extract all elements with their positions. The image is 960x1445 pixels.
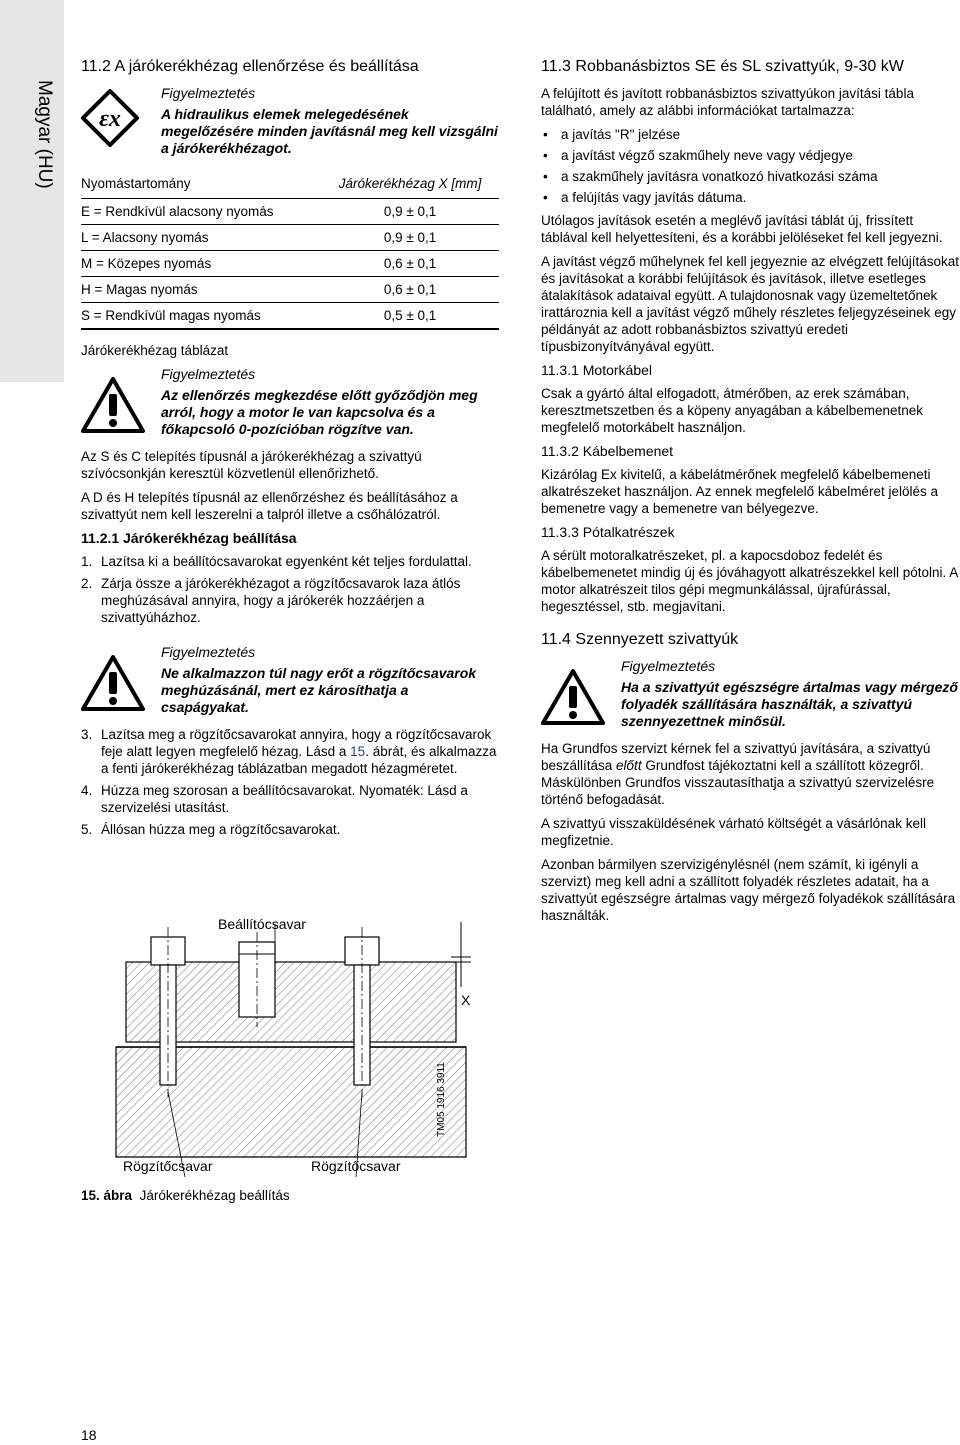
list-item: • a szakműhely javításra vonatkozó hivatkozási száma (541, 168, 960, 185)
paragraph: Az S és C telepítés típusnál a járókerékhézag a szivattyú szívócsonkján keresztül közvetlenül ellenőrizhető. (81, 449, 422, 481)
paragraph: A felújított és javított robbanásbiztos szivattyúkon javítási tábla található, amely az alábbi információkat tartalmazza: (541, 86, 914, 118)
ex-explosion-protection-icon (81, 89, 139, 147)
subsection-heading-11-3-2: 11.3.2 Kábelbemenet (541, 443, 674, 459)
figure-caption-number: 15. ábra (81, 1188, 133, 1203)
paragraph: A javítást végző műhelynek fel kell jegyeznie az elvégzett felújításokat és javításokat a korábbi felújítások és javítások, illetve esetleges átalakítások adataival együtt. A tulajdonosnak vagy üzemeltetőnek irattároznia kell a javítást végző műhely részletes feljegyzéseinek egy példányát az adott robbanásbiztos szivattyú eredeti típusbizonyítványával együtt. (541, 254, 959, 354)
warning-contaminated (541, 658, 960, 730)
step-number: 5. (81, 822, 93, 837)
table-cell: L = Alacsony nyomás (81, 225, 321, 251)
table-row (81, 303, 499, 330)
figure-15 (81, 912, 521, 1202)
table-row (81, 277, 499, 303)
warning-body: Az ellenőrzés megkezdése előtt győződjön meg arról, hogy a motor le van kapcsolva és a főkapcsoló 0-pozícióban rögzítve van. (161, 387, 478, 437)
paragraph: Azonban bármilyen szervizigénylésnél (nem számít, ki igényli a szervizt) meg kell adni a szállított folyadék részletes adatait, ha a szivattyút egészségre ártalmas vagy mérgező folyadékok szállítására használták. (541, 857, 956, 923)
warning-body: Ne alkalmazzon túl nagy erőt a rögzítőcsavarok meghúzásánál, mert ez károsíthatja a csapágyakat. (161, 665, 477, 715)
table-cell: H = Magas nyomás (81, 277, 321, 303)
impeller-gap-table (81, 169, 499, 330)
subsection-heading-11-2-1: 11.2.1 Járókerékhézag beállítása (81, 530, 297, 546)
warning-title: Figyelmeztetés (621, 658, 716, 674)
table-header-gap: Járókerékhézag X [mm] (321, 169, 499, 199)
step-text: Lazítsa ki a beállítócsavarokat egyenként két teljes fordulattal. (101, 554, 472, 569)
step-number: 3. (81, 727, 93, 742)
warning-body: Ha a szivattyút egészségre ártalmas vagy mérgező folyadék szállítására használták, a szivattyú szennyezettnek minősül. (621, 679, 958, 729)
table-cell: M = Közepes nyomás (81, 251, 321, 277)
table-cell: S = Rendkívül magas nyomás (81, 303, 321, 330)
step-list (81, 726, 499, 838)
bullet-list (541, 126, 960, 206)
table-caption: Járókerékhézag táblázat (81, 343, 229, 358)
text-run: Ha Grundfos szervizt kérnek fel a szivattyú javítására, a szivattyú beszállítása (541, 741, 931, 773)
warning-ex (81, 85, 499, 157)
step-text: Húzza meg szorosan a beállítócsavarokat. Nyomaték: Lásd a szervizelési utasítást. (101, 783, 468, 815)
svg-text:εx: εx (99, 106, 121, 132)
figure-reference-link[interactable]: 15 (350, 744, 366, 759)
step-number: 4. (81, 783, 93, 798)
step-text: Állósan húzza meg a rögzítőcsavarokat. (101, 822, 341, 837)
paragraph: Csak a gyártó által elfogadott, átmérőben, az erek számában, keresztmetszetben és a köpeny anyagában a kábelbemenetnek megfelelő motorkábelt használjon. (541, 386, 924, 435)
warning-motor (81, 366, 499, 438)
label-fixing-screw-left: Rögzítőcsavar (123, 1158, 213, 1174)
label-fixing-screw-right: Rögzítőcsavar (311, 1158, 401, 1174)
paragraph (541, 740, 960, 808)
paragraph: Utólagos javítások esetén a meglévő javítási táblát új, frissített táblával kell helyettesíteni, és a korábbi jelöléseket fel kell jegyezni. (541, 213, 943, 245)
step-text: Zárja össze a járókerékhézagot a rögzítőcsavarok laza átlós meghúzásával annyira, hogy a járókerék hozzáérjen a szivattyúházhoz. (101, 576, 461, 625)
warning-title: Figyelmeztetés (161, 85, 256, 101)
subsection-heading-11-3-1: 11.3.1 Motorkábel (541, 362, 653, 378)
list-item (81, 575, 499, 626)
warning-title: Figyelmeztetés (161, 366, 256, 382)
step-number: 1. (81, 554, 93, 569)
list-item (81, 553, 499, 570)
paragraph: A sérült motoralkatrészeket, pl. a kapocsdoboz fedelét és kábelbemenetet mindig új és jóváhagyott alkatrészekkel kell pótolni. A motor alkatrészeit tilos gépi megmunkálással, újrafúrással, hegesztéssel, stb. megjavítani. (541, 548, 958, 614)
list-item: • a javítás "R" jelzése (541, 126, 960, 143)
section-heading-11-4: 11.4 Szennyezett szivattyúk (541, 631, 739, 648)
warning-triangle-icon (541, 668, 605, 726)
list-item (81, 726, 499, 777)
label-gap-x: X (461, 992, 471, 1008)
figure-caption-text: Járókerékhézag beállítás (139, 1188, 290, 1203)
figure-caption (81, 1188, 290, 1203)
table-row (81, 225, 499, 251)
label-adjusting-screw: Beállítócsavar (218, 916, 306, 932)
table-cell: E = Rendkívül alacsony nyomás (81, 199, 321, 225)
language-tab-label: Magyar (HU) (34, 80, 55, 189)
section-heading-11-3: 11.3 Robbanásbiztos SE és SL szivattyúk, 9-30 kW (541, 58, 904, 75)
warning-title: Figyelmeztetés (161, 644, 256, 660)
list-item (81, 821, 499, 838)
list-item (81, 782, 499, 816)
subsection-heading-11-3-3: 11.3.3 Pótalkatrészek (541, 524, 675, 540)
warning-body: A hidraulikus elemek melegedésének megelőzésére minden javításnál meg kell vizsgálni a járókerékhézagot. (161, 106, 498, 156)
language-tab (0, 0, 64, 382)
emphasis: előtt (616, 758, 642, 773)
text-run: Grundfost tájékoztatni kell a szállított közegről. Máskülönben Grundfos visszautasíthatja a szivattyú szervizelésre történő befogadását. (541, 758, 935, 807)
paragraph: A szivattyú visszaküldésének várható költségét a vásárlónak kell megfizetnie. (541, 816, 926, 848)
table-cell: 0,9 ± 0,1 (321, 199, 499, 225)
table-row (81, 251, 499, 277)
table-cell: 0,5 ± 0,1 (321, 303, 499, 330)
warning-triangle-icon (81, 654, 145, 712)
step-list (81, 553, 499, 626)
table-row (81, 199, 499, 225)
section-heading-11-2: 11.2 A járókerékhézag ellenőrzése és beállítása (81, 58, 419, 75)
list-item: • a felújítás vagy javítás dátuma. (541, 189, 960, 206)
right-column (541, 58, 960, 931)
step-number: 2. (81, 576, 93, 591)
step-text: Lazítsa meg a rögzítőcsavarokat annyira, hogy a rögzítőcsavarok feje alatt legyen megfelelő hézag. Lásd a (101, 727, 492, 759)
drawing-code: TM05 1916 3911 (436, 1062, 447, 1137)
table-cell: 0,6 ± 0,1 (321, 251, 499, 277)
step-text: . ábrát, és alkalmazza a fenti járókerékhézag táblázatban megadott hézagméretet. (101, 744, 497, 776)
warning-triangle-icon (81, 376, 145, 434)
left-column (81, 58, 499, 846)
paragraph: A D és H telepítés típusnál az ellenőrzéshez és beállításához a szivattyút nem kell leszerelni a talpról illetve a csőhálózatról. (81, 490, 458, 522)
table-header-pressure: Nyomástartomány (81, 169, 321, 199)
list-item: • a javítást végző szakműhely neve vagy védjegye (541, 147, 960, 164)
table-cell: 0,9 ± 0,1 (321, 225, 499, 251)
table-cell: 0,6 ± 0,1 (321, 277, 499, 303)
paragraph: Kizárólag Ex kivitelű, a kábelátmérőnek megfelelő kábelbemeneti alkatrészeket használjon. Az ennek megfelelő kábelméret jelölés a bemenetre vagy a bemenetre van bélyegezve. (541, 467, 938, 516)
warning-bearings (81, 644, 499, 716)
page-number: 18 (81, 1427, 97, 1443)
